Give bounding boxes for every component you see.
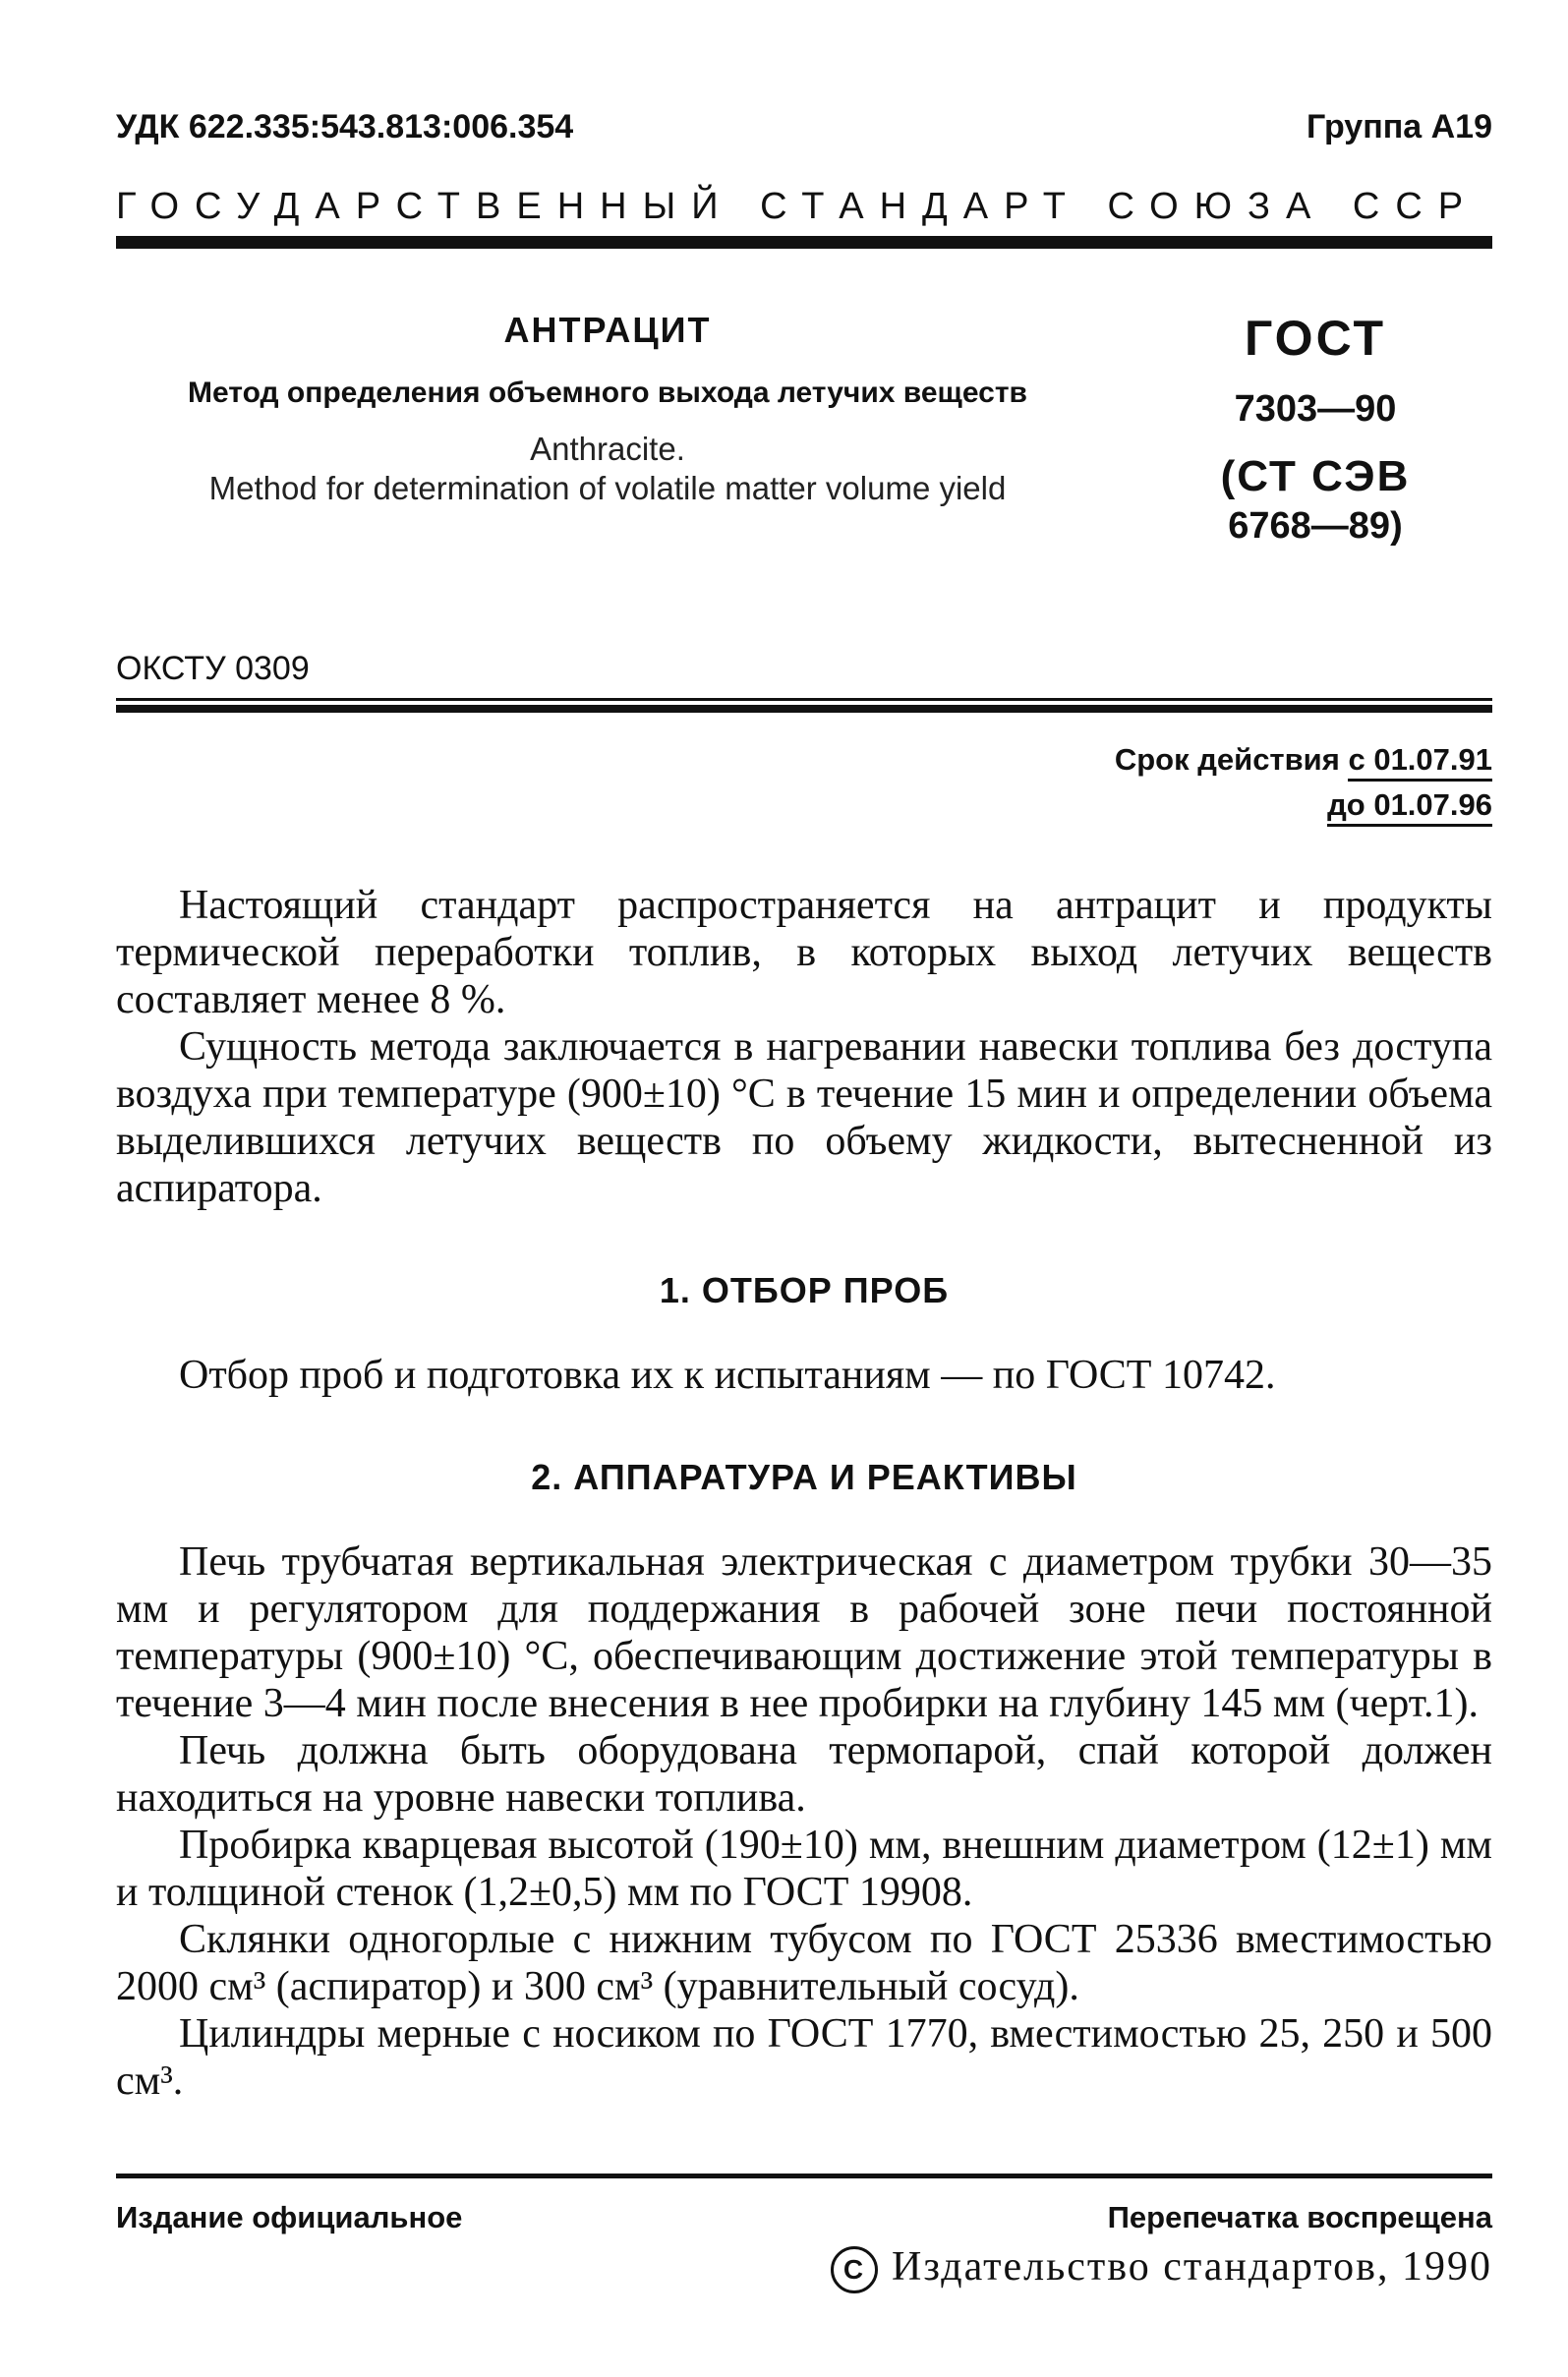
footer-rule xyxy=(116,2174,1492,2178)
intro-paragraph-2: Сущность метода заключается в нагревании навески топлива без доступа воздуха при температуре (900±10) °С в течение 15 мин и определении объема выделившихся летучих веществ по объему жидкости, вытесненной из аспиратора. xyxy=(116,1024,1492,1211)
english-title-line-1: Anthracite. xyxy=(530,431,685,467)
title-block xyxy=(116,310,1492,605)
document-title: АНТРАЦИТ xyxy=(503,310,712,350)
oksty-code: ОКСТУ 0309 xyxy=(116,650,310,687)
udk-code: УДК 622.335:543.813:006.354 xyxy=(116,108,574,145)
header-row xyxy=(116,108,1492,146)
section-2-paragraph-2: Печь должна быть оборудована термопарой, спай которой должен находиться на уровне навески топлива. xyxy=(116,1728,1492,1821)
english-title xyxy=(116,430,1099,508)
st-sev-label: (СТ СЭВ xyxy=(1220,452,1411,500)
gost-block xyxy=(1129,310,1502,548)
document-page xyxy=(116,108,1492,2293)
english-title-line-2: Method for determination of volatile matter volume yield xyxy=(208,470,1007,506)
section-2-paragraph-1: Печь трубчатая вертикальная электрическая с диаметром трубки 30—35 мм и регулятором для поддержания в рабочей зоне печи постоянной температуры (900±10) °С, обеспечивающим достижение этой температуры в течение 3—4 мин после внесения в нее пробирки на глубину 145 мм (черт.1). xyxy=(116,1539,1492,1726)
validity-period xyxy=(1079,742,1492,823)
document-body xyxy=(116,882,1492,2105)
validity-to-date: 01.07.96 xyxy=(1373,787,1492,822)
section-1-heading: 1. ОТБОР ПРОБ xyxy=(659,1270,950,1310)
copyright-icon: С xyxy=(831,2246,878,2293)
document-subtitle: Метод определения объемного выхода летучих веществ xyxy=(188,377,1027,409)
gost-label: ГОСТ xyxy=(1245,311,1386,366)
oksty-rule xyxy=(116,698,1492,713)
group-code: Группа А19 xyxy=(1306,108,1492,145)
validity-to-prefix: до xyxy=(1327,787,1365,822)
section-2-paragraph-5: Цилиндры мерные с носиком по ГОСТ 1770, вместимостью 25, 250 и 500 см³. xyxy=(116,2011,1492,2104)
st-sev-number: 6768—89) xyxy=(1228,505,1403,547)
state-standard-line: ГОСУДАРСТВЕННЫЙ СТАНДАРТ СОЮЗА ССР xyxy=(116,186,1480,227)
validity-from-prefix: с xyxy=(1348,742,1365,777)
intro-paragraph-1: Настоящий стандарт распространяется на антрацит и продукты термической переработки топлив, в которых выход летучих веществ составляет менее 8 %. xyxy=(116,883,1492,1022)
title-left xyxy=(116,310,1099,508)
section-1-text: Отбор проб и подготовка их к испытаниям — по ГОСТ 10742. xyxy=(179,1353,1276,1398)
publisher-text: Издательство стандартов, 1990 xyxy=(892,2244,1492,2290)
copyright-line xyxy=(116,2243,1492,2293)
validity-label: Срок действия xyxy=(1114,742,1340,777)
reprint-prohibited-label: Перепечатка воспрещена xyxy=(1107,2200,1492,2234)
validity-from-date: 01.07.91 xyxy=(1373,742,1492,777)
official-edition-label: Издание официальное xyxy=(116,2200,463,2234)
section-2-paragraph-4: Склянки одногорлые с нижним тубусом по ГОСТ 25336 вместимостью 2000 см³ (аспиратор) и 300 см³ (уравнительный сосуд). xyxy=(116,1917,1492,2009)
header-rule xyxy=(116,236,1492,249)
section-2-paragraph-3: Пробирка кварцевая высотой (190±10) мм, внешним диаметром (12±1) мм и толщиной стенок (1,2±0,5) мм по ГОСТ 19908. xyxy=(116,1823,1492,1915)
gost-number: 7303—90 xyxy=(1234,388,1397,430)
footer-row xyxy=(116,2200,1492,2235)
section-2-heading: 2. АППАРАТУРА И РЕАКТИВЫ xyxy=(531,1457,1077,1497)
